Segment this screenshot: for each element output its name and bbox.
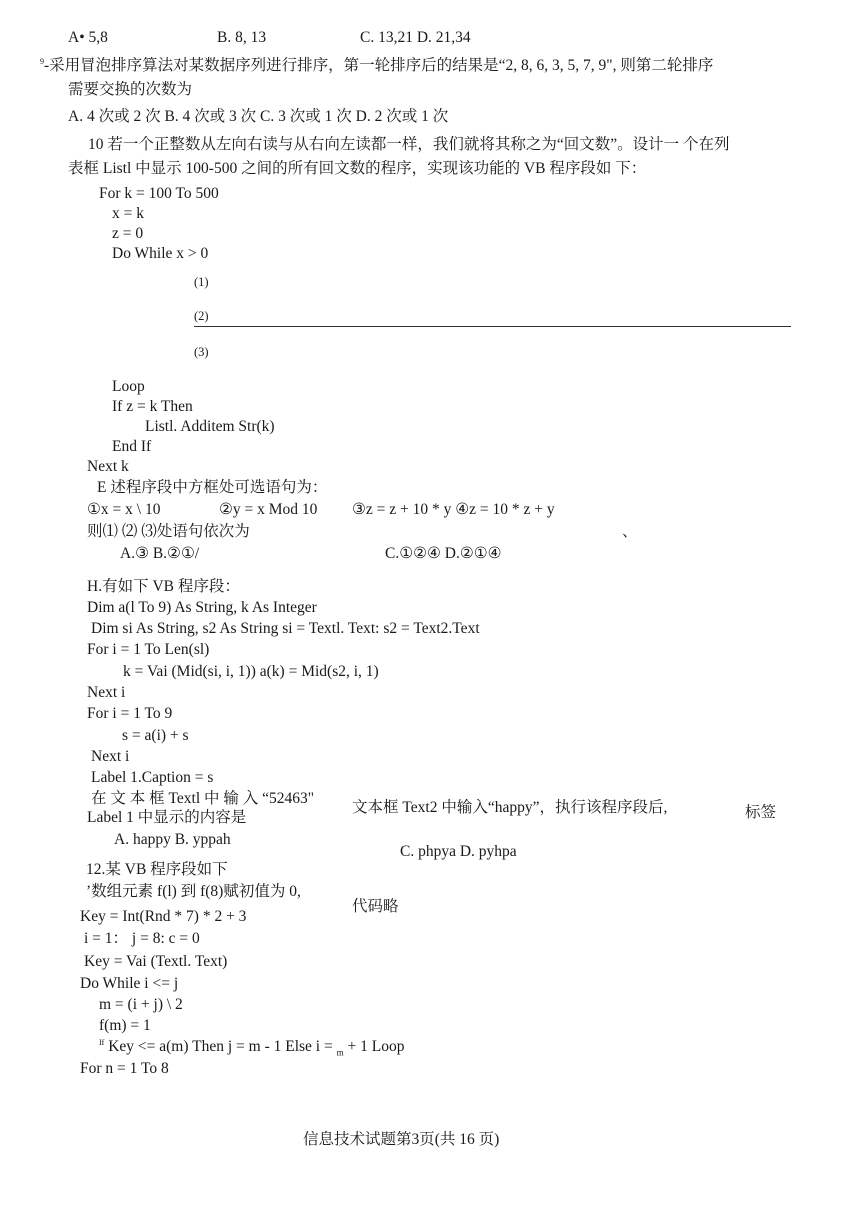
q12-comment: ’数组元素 f(l) 到 f(8)赋初值为 0, [86,883,301,900]
q10-code-line: Next k [87,458,129,475]
q11-code-line: Next i [91,748,130,765]
q10-options-cd: C.①②④ D.②①④ [385,545,502,562]
q10-code-line: Loop [112,378,145,395]
q11-code-line: Label 1.Caption = s [91,769,214,786]
q10-blank-1: (1) [194,275,209,289]
q12-omitted-note: 代码略 [352,898,399,915]
q8-option-a: A• 5,8 [68,29,108,46]
q11-code-line: For i = 1 To 9 [87,705,173,722]
q9-stem-text: -采用冒泡排序算法对某数据序列进行排序，第一轮排序后的结果是“2, 8, 6, 3, 5, 7, 9", 则第二轮排序 [44,57,714,75]
q9-stem-line2: 需要交换的次数为 [68,81,193,98]
q10-code-line: For k = 100 To 500 [99,185,219,202]
q11-input-right: 标签 [745,804,777,821]
q10-code-line: End If [112,438,152,455]
q12-if-line [99,1039,404,1057]
q12-if-text-a: Key <= a(m) Then j = m - 1 Else i = [104,1038,337,1056]
q8-option-cd: C. 13,21 D. 21,34 [360,29,471,46]
q11-head: H.有如下 VB 程序段： [87,578,240,595]
q11-options-ab: A. happy B. yppah [114,831,231,848]
q12-code-line: f(m) = 1 [99,1017,151,1034]
q11-label-line: Label 1 中显示的内容是 [87,809,247,826]
q10-code-line: If z = k Then [112,398,193,415]
q10-blank-2: (2) [194,309,209,323]
q10-choice-3-4: ③z = z + 10 * y ④z = 10 * z + y [352,501,555,518]
q9-options: A. 4 次或 2 次 B. 4 次或 3 次 C. 3 次或 1 次 D. 2 次或 1 次 [68,108,449,125]
q12-code-line: Key = Vai (Textl. Text) [84,953,228,970]
q12-head: 12.某 VB 程序段如下 [86,861,228,878]
q12-if-text-b: + 1 Loop [343,1038,405,1056]
q11-code-line: Dim a(l To 9) As String, k As Integer [87,599,317,616]
q11-code-line: Dim si As String, s2 As String si = Textl. Text: s2 = Text2.Text [91,620,480,637]
q10-stem-line2: 表框 Listl 中显示 100-500 之间的所有回文数的程序，实现该功能的 VB 程序段如 下： [68,160,647,177]
q10-choice-2: ②y = x Mod 10 [219,501,318,518]
q12-code-line: i = 1： j = 8: c = 0 [84,930,200,947]
q10-code-line: Do While x > 0 [112,245,209,262]
page-footer: 信息技术试题第3页(共 16 页) [303,1131,500,1148]
q9-stem-line1 [40,58,713,74]
q10-stem-line1: 10 若一个正整数从左向右读与从右向左读都一样，我们就将其称之为“回文数”。设计一 个在列 [88,136,730,153]
q11-code-line: Next i [87,684,126,701]
q12-code-line: m = (i + j) \ 2 [99,996,183,1013]
q9-number: 9 [40,57,44,66]
q10-ask: 则⑴ ⑵ ⑶处语句依次为 [87,523,250,540]
q11-code-line: For i = 1 To Len(sl) [87,641,210,658]
q12-code-line: Key = Int(Rnd * 7) * 2 + 3 [80,908,247,925]
q10-options-ab: A.③ B.②①/ [120,545,200,562]
q11-input-mid: 文本框 Text2 中输入“happy”，执行该程序段后, [352,799,668,816]
q8-option-b: B. 8, 13 [217,29,267,46]
q11-input-left: 在 文 本 框 Textl 中 输 入 “52463" [91,790,315,807]
q11-code-line: s = a(i) + s [122,727,189,744]
q12-code-line: Do While i <= j [80,975,179,992]
q10-blank-3: (3) [194,345,209,359]
q10-choice-1: ①x = x \ 10 [87,501,161,518]
q10-choices-intro: E 述程序段中方框处可选语句为： [97,479,328,496]
q10-code-line: z = 0 [112,225,144,242]
q10-stray-mark: 、 [622,523,638,540]
q12-code-line: For n = 1 To 8 [80,1060,169,1077]
q12-if-mark: If [99,1038,105,1047]
q11-code-line: k = Vai (Mid(si, i, 1)) a(k) = Mid(s2, i, 1) [123,663,379,680]
q10-code-line: x = k [112,205,144,222]
q10-blank-underline [194,326,791,327]
q12-if-subscript: m [336,1047,344,1058]
q10-code-line: Listl. Additem Str(k) [145,418,275,435]
q11-options-cd: C. phpya D. pyhpa [400,843,517,860]
